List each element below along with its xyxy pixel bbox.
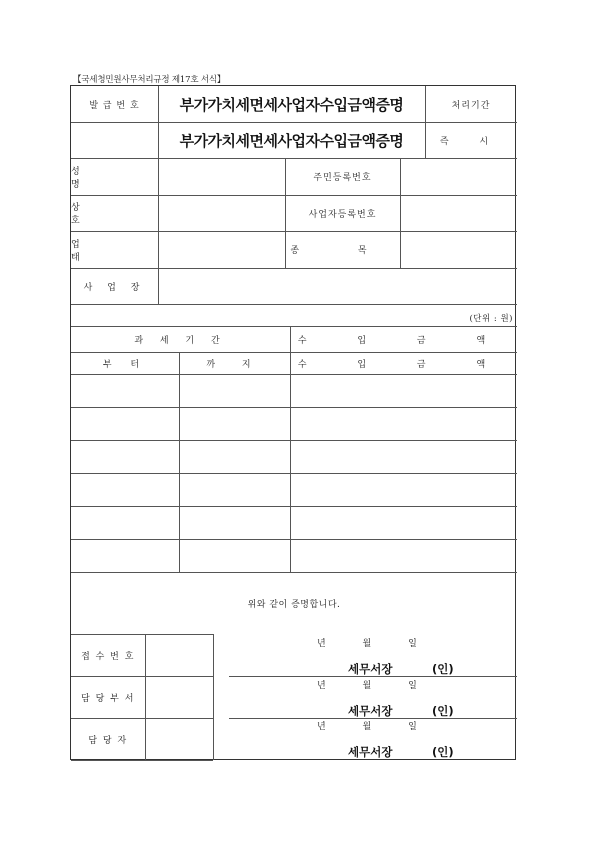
tax-period-header: 과 세 기 간 <box>134 335 227 346</box>
trade-name-field[interactable] <box>158 195 285 231</box>
certificate-form <box>70 85 516 760</box>
business-place-field[interactable] <box>158 268 517 304</box>
seal-mark: (인) <box>432 745 454 759</box>
seal-mark: (인) <box>432 704 454 718</box>
row-amount-cell[interactable] <box>290 374 517 407</box>
receipt-number-field[interactable] <box>145 634 213 676</box>
person-in-charge-field[interactable] <box>145 718 213 760</box>
certification-text: 위와 같이 증명합니다. <box>247 599 341 610</box>
row-amount-cell[interactable] <box>290 407 517 440</box>
row-to-cell[interactable] <box>179 440 290 473</box>
tax-office-head: 세무서장 <box>348 704 393 718</box>
income-amount-header: 수 입 금 액 <box>297 335 510 346</box>
row-amount-cell[interactable] <box>290 473 517 506</box>
trade-name-label: 상 호 <box>71 203 108 226</box>
processing-period-label: 처리기간 <box>451 100 491 111</box>
business-reg-number-label: 사업자등록번호 <box>308 209 377 220</box>
period-to-header: 까 지 <box>206 359 263 370</box>
issue-number-field[interactable] <box>71 122 158 158</box>
period-from-header: 부 터 <box>102 359 148 370</box>
form-reference: 【국세청민원사무처리규정 제17호 서식】 <box>73 75 226 85</box>
issue-date: 년 월 일 <box>317 722 434 732</box>
business-reg-number-field[interactable] <box>400 195 517 231</box>
name-label: 성 명 <box>71 166 108 190</box>
processing-period-value: 즉 시 <box>439 136 503 147</box>
resident-number-field[interactable] <box>400 158 517 195</box>
department-field[interactable] <box>145 676 213 718</box>
issue-date: 년 월 일 <box>317 681 434 691</box>
name-field[interactable] <box>158 158 285 195</box>
issue-date: 년 월 일 <box>317 639 434 649</box>
seal-mark: (인) <box>432 662 454 676</box>
form-title: 부가가치세면세사업자수입금액증명 <box>179 95 404 114</box>
business-item-label: 종 목 <box>290 246 395 256</box>
income-amount-subheader: 수 입 금 액 <box>297 359 510 370</box>
business-place-label: 사 업 장 <box>83 282 146 293</box>
row-from-cell[interactable] <box>71 506 179 539</box>
person-in-charge-label: 담 당 자 <box>88 735 128 746</box>
form-title-repeat: 부가가치세면세사업자수입금액증명 <box>179 131 404 150</box>
resident-number-label: 주민등록번호 <box>313 173 372 183</box>
row-amount-cell[interactable] <box>290 440 517 473</box>
row-to-cell[interactable] <box>179 374 290 407</box>
business-type-label: 업 태 <box>71 239 108 263</box>
row-to-cell[interactable] <box>179 473 290 506</box>
row-amount-cell[interactable] <box>290 506 517 539</box>
row-to-cell[interactable] <box>179 407 290 440</box>
row-from-cell[interactable] <box>71 374 179 407</box>
row-from-cell[interactable] <box>71 473 179 506</box>
business-item-field[interactable] <box>400 231 517 268</box>
unit-note: (단위 : 원) <box>469 314 513 324</box>
business-type-field[interactable] <box>158 231 285 268</box>
tax-office-head: 세무서장 <box>348 745 393 759</box>
issue-number-label: 발 급 번 호 <box>89 100 140 111</box>
receipt-number-label: 접 수 번 호 <box>81 651 135 662</box>
row-from-cell[interactable] <box>71 407 179 440</box>
department-label: 담 당 부 서 <box>81 693 135 704</box>
row-from-cell[interactable] <box>71 440 179 473</box>
tax-office-head: 세무서장 <box>348 662 393 676</box>
row-to-cell[interactable] <box>179 506 290 539</box>
